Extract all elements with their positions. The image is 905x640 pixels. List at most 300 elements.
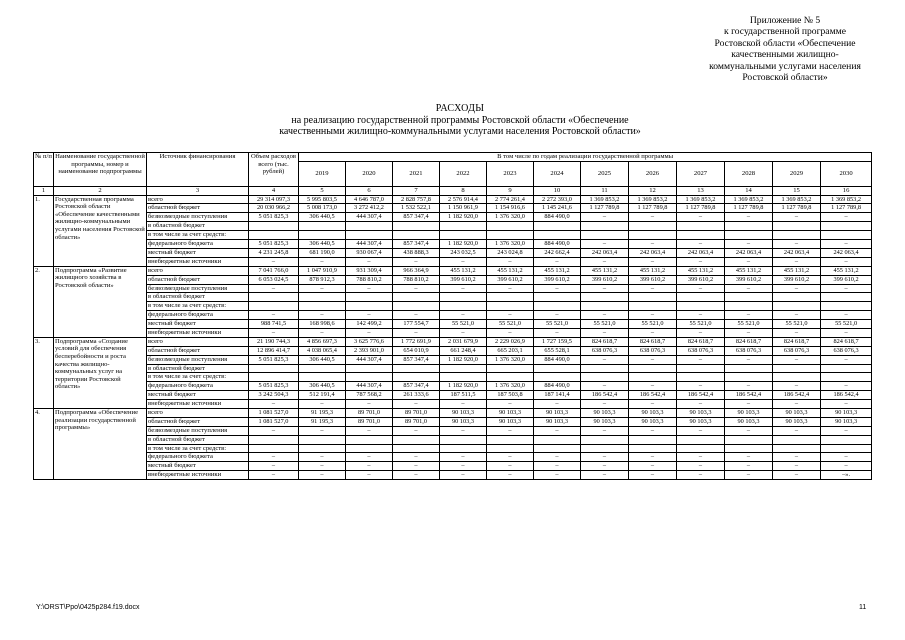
table-row	[34, 400, 872, 409]
year-value: –	[821, 284, 872, 293]
table-row	[34, 373, 872, 382]
year-value	[773, 302, 821, 311]
year-value: 1 182 920,0	[440, 213, 487, 222]
year-value: –	[393, 471, 440, 480]
table-row	[34, 382, 872, 391]
year-value	[677, 373, 725, 382]
year-value: 186 542,4	[725, 391, 773, 400]
year-value: –	[440, 328, 487, 337]
year-value: 90 103,3	[821, 408, 872, 417]
total-value: –	[249, 453, 299, 462]
table-row	[34, 222, 872, 231]
year-value: –	[773, 284, 821, 293]
appendix-block	[690, 15, 880, 83]
year-value: –	[299, 426, 346, 435]
year-value: 399 610,2	[821, 275, 872, 284]
year-value	[725, 373, 773, 382]
year-value: 4 856 697,3	[299, 337, 346, 346]
year-value: 824 618,7	[725, 337, 773, 346]
year-value: 90 103,3	[773, 408, 821, 417]
year-value: 857 347,4	[393, 213, 440, 222]
funding-source: местный бюджет	[147, 462, 249, 471]
year-value: 399 610,2	[725, 275, 773, 284]
year-value	[393, 373, 440, 382]
year-value: –	[677, 471, 725, 480]
year-value: –	[677, 257, 725, 266]
year-value: 399 610,2	[629, 275, 677, 284]
year-value: 90 103,3	[629, 408, 677, 417]
year-value: 242 063,4	[821, 248, 872, 257]
year-value: –	[440, 400, 487, 409]
column-number-row	[34, 186, 872, 195]
year-value: –	[346, 471, 393, 480]
year-value: 187 141,4	[534, 391, 581, 400]
header-name: Наименование государственной программы, номер и наименование подпрограммы	[54, 153, 147, 187]
year-value	[487, 373, 534, 382]
year-value: –	[346, 257, 393, 266]
year-value: 444 307,4	[346, 213, 393, 222]
year-value: 857 347,4	[393, 382, 440, 391]
year-value: –	[581, 453, 629, 462]
year-value	[534, 444, 581, 453]
year-header: 2020	[346, 161, 393, 186]
year-value	[725, 444, 773, 453]
year-value: 1 369 853,2	[629, 195, 677, 204]
year-value: –	[534, 257, 581, 266]
year-value: –	[346, 426, 393, 435]
total-value: 5 051 825,3	[249, 382, 299, 391]
total-value: 5 051 825,3	[249, 240, 299, 249]
year-value	[299, 444, 346, 453]
year-value: –	[677, 462, 725, 471]
table-row	[34, 240, 872, 249]
year-value: 638 076,3	[773, 346, 821, 355]
year-value: 4 038 065,4	[299, 346, 346, 355]
year-value: –	[725, 382, 773, 391]
year-value: 55 521,0	[629, 320, 677, 329]
year-value	[677, 302, 725, 311]
year-value: –	[725, 426, 773, 435]
year-value: 90 103,3	[581, 408, 629, 417]
total-value: 3 242 504,3	[249, 391, 299, 400]
year-value: –	[299, 257, 346, 266]
year-value: –	[677, 382, 725, 391]
year-header: 2029	[773, 161, 821, 186]
year-value: 455 131,2	[773, 266, 821, 275]
year-value	[821, 293, 872, 302]
year-value: –	[725, 240, 773, 249]
year-value: 455 131,2	[581, 266, 629, 275]
column-number: 1	[34, 186, 54, 195]
year-value: –	[346, 284, 393, 293]
year-value: 306 440,5	[299, 240, 346, 249]
year-value: –	[534, 400, 581, 409]
year-value: –	[393, 328, 440, 337]
year-value: –	[725, 311, 773, 320]
funding-source: в том числе за счет средств:	[147, 373, 249, 382]
year-value: –	[487, 426, 534, 435]
year-value: 638 076,3	[629, 346, 677, 355]
year-value: –	[393, 462, 440, 471]
year-value	[440, 293, 487, 302]
year-value: –	[821, 426, 872, 435]
year-value: –	[773, 355, 821, 364]
year-value	[581, 364, 629, 373]
year-value	[534, 302, 581, 311]
year-value	[299, 364, 346, 373]
funding-source: безвозмездные поступления	[147, 284, 249, 293]
year-value	[534, 435, 581, 444]
year-value: –	[629, 471, 677, 480]
total-value	[249, 364, 299, 373]
year-value: 2 393 901,0	[346, 346, 393, 355]
funding-source: всего	[147, 266, 249, 275]
year-header: 2030	[821, 161, 872, 186]
funding-source: в том числе за счет средств:	[147, 444, 249, 453]
funding-source: безвозмездные поступления	[147, 355, 249, 364]
total-value: 29 314 097,3	[249, 195, 299, 204]
year-value: –	[534, 471, 581, 480]
year-value: 90 103,3	[821, 417, 872, 426]
year-value: –	[677, 355, 725, 364]
year-value: –	[299, 311, 346, 320]
total-value	[249, 373, 299, 382]
funding-source: в областной бюджет	[147, 364, 249, 373]
year-value: 878 912,3	[299, 275, 346, 284]
total-value: 4 231 245,8	[249, 248, 299, 257]
year-value: –	[725, 328, 773, 337]
table-row	[34, 320, 872, 329]
year-value: –	[773, 328, 821, 337]
program-name: Подпрограмма «Развитие жилищного хозяйства в Ростовской области»	[54, 266, 147, 337]
year-value	[821, 435, 872, 444]
year-value: 884 490,0	[534, 382, 581, 391]
year-value	[487, 222, 534, 231]
year-value: –	[677, 213, 725, 222]
year-value	[393, 444, 440, 453]
year-value: 638 076,3	[677, 346, 725, 355]
year-value: –	[534, 284, 581, 293]
table-row	[34, 435, 872, 444]
year-value	[725, 302, 773, 311]
year-header: 2025	[581, 161, 629, 186]
year-value: 1 772 691,9	[393, 337, 440, 346]
year-value: 243 024,8	[487, 248, 534, 257]
year-value: 55 521,0	[487, 320, 534, 329]
column-number: 3	[147, 186, 249, 195]
year-value: 2 229 026,9	[487, 337, 534, 346]
total-value: 1 081 527,0	[249, 417, 299, 426]
total-value: –	[249, 257, 299, 266]
year-value: –	[393, 453, 440, 462]
year-value: 186 542,4	[773, 391, 821, 400]
appendix-line: качественными жилищно-	[731, 49, 839, 61]
year-value: –	[773, 257, 821, 266]
appendix-line: коммунальными услугами населения	[709, 60, 861, 72]
total-value	[249, 231, 299, 240]
year-value	[299, 302, 346, 311]
year-value: 788 810,2	[346, 275, 393, 284]
year-value: –	[581, 426, 629, 435]
year-value: 90 103,3	[629, 417, 677, 426]
funding-source: в том числе за счет средств:	[147, 302, 249, 311]
year-value: –	[581, 328, 629, 337]
year-value	[581, 293, 629, 302]
row-number: 4.	[34, 408, 54, 479]
column-number: 16	[821, 186, 872, 195]
year-value: 1 376 320,0	[487, 382, 534, 391]
year-value: –	[821, 213, 872, 222]
year-value	[629, 231, 677, 240]
funding-source: в областной бюджет	[147, 293, 249, 302]
header-num: № п/п	[34, 153, 54, 187]
year-value	[346, 373, 393, 382]
funding-source: безвозмездные поступления	[147, 213, 249, 222]
total-value	[249, 302, 299, 311]
year-header: 2021	[393, 161, 440, 186]
year-value: 2 272 393,0	[534, 195, 581, 204]
total-value: 1 081 527,0	[249, 408, 299, 417]
table-row	[34, 213, 872, 222]
year-value: 654 010,9	[393, 346, 440, 355]
year-value: 142 499,2	[346, 320, 393, 329]
year-value: –	[629, 355, 677, 364]
year-value: 90 103,3	[725, 417, 773, 426]
year-value: 455 131,2	[629, 266, 677, 275]
year-value: 90 103,3	[534, 417, 581, 426]
total-value	[249, 293, 299, 302]
table-row	[34, 275, 872, 284]
total-value: –	[249, 400, 299, 409]
year-value	[299, 222, 346, 231]
funding-source: федерального бюджета	[147, 240, 249, 249]
year-value: –	[581, 284, 629, 293]
table-row	[34, 444, 872, 453]
year-header: 2022	[440, 161, 487, 186]
year-value: –	[346, 400, 393, 409]
funding-source: внебюджетные источники	[147, 257, 249, 266]
year-value: –	[346, 311, 393, 320]
year-value	[440, 373, 487, 382]
year-value	[725, 364, 773, 373]
year-value: –	[773, 400, 821, 409]
year-value: –	[725, 257, 773, 266]
year-value	[440, 231, 487, 240]
year-value: 1 182 920,0	[440, 355, 487, 364]
total-value	[249, 444, 299, 453]
year-value: –	[581, 382, 629, 391]
table-row	[34, 337, 872, 346]
year-value	[487, 302, 534, 311]
year-value	[440, 364, 487, 373]
year-value: 5 995 803,5	[299, 195, 346, 204]
year-value: 1 127 789,8	[629, 204, 677, 213]
year-value: 55 521,0	[581, 320, 629, 329]
year-value: –	[346, 462, 393, 471]
year-value: –	[487, 400, 534, 409]
year-value: –	[440, 462, 487, 471]
table-row	[34, 417, 872, 426]
year-value: 90 103,3	[534, 408, 581, 417]
header-by-years: В том числе по годам реализации государственной программы	[299, 153, 872, 162]
year-value: –	[677, 328, 725, 337]
year-value: 444 307,4	[346, 382, 393, 391]
year-value: 399 610,2	[677, 275, 725, 284]
appendix-line: Ростовской области «Обеспечение	[714, 37, 856, 49]
year-value	[629, 302, 677, 311]
year-value: –	[581, 311, 629, 320]
year-value: 455 131,2	[440, 266, 487, 275]
year-value: 788 810,2	[393, 275, 440, 284]
year-value	[393, 302, 440, 311]
total-value	[249, 222, 299, 231]
year-value: 1 376 320,0	[487, 213, 534, 222]
year-value: –	[299, 453, 346, 462]
year-value	[393, 222, 440, 231]
year-value	[299, 373, 346, 382]
table-row	[34, 204, 872, 213]
table-row	[34, 328, 872, 337]
year-value: 1 127 789,8	[581, 204, 629, 213]
year-value: 2 031 679,9	[440, 337, 487, 346]
year-value	[581, 444, 629, 453]
total-value: 12 896 414,7	[249, 346, 299, 355]
year-value: 1 154 916,6	[487, 204, 534, 213]
year-value: 1 127 789,8	[725, 204, 773, 213]
table-row	[34, 346, 872, 355]
year-value: –	[725, 284, 773, 293]
year-value: 177 554,7	[393, 320, 440, 329]
table-body	[34, 195, 872, 480]
year-value: –	[581, 400, 629, 409]
year-value: 665 203,1	[487, 346, 534, 355]
year-value: –	[487, 471, 534, 480]
footer-page-number: 11	[859, 604, 867, 611]
year-value: 242 063,4	[629, 248, 677, 257]
table-row	[34, 231, 872, 240]
year-value: 1 150 961,9	[440, 204, 487, 213]
year-value: –	[773, 311, 821, 320]
year-value	[346, 293, 393, 302]
year-value: 1 376 320,0	[487, 355, 534, 364]
program-name: Подпрограмма «Обеспечение реализации государственной программы»	[54, 408, 147, 479]
table-row	[34, 471, 872, 480]
year-value	[821, 364, 872, 373]
column-number: 2	[54, 186, 147, 195]
year-value: 1 145 241,6	[534, 204, 581, 213]
document-subtitle-line-2: качественными жилищно-коммунальными услугами населения Ростовской области»	[279, 126, 641, 138]
column-number: 8	[440, 186, 487, 195]
year-value: –	[821, 382, 872, 391]
funding-source: федерального бюджета	[147, 311, 249, 320]
table-row	[34, 293, 872, 302]
year-header: 2019	[299, 161, 346, 186]
year-value	[487, 435, 534, 444]
year-value: 638 076,3	[581, 346, 629, 355]
year-value: –	[773, 240, 821, 249]
year-value: –	[581, 355, 629, 364]
row-number: 3.	[34, 337, 54, 408]
year-value: –	[773, 426, 821, 435]
table-row	[34, 284, 872, 293]
funding-source: всего	[147, 408, 249, 417]
year-value	[821, 302, 872, 311]
table-row	[34, 453, 872, 462]
year-value: –	[677, 240, 725, 249]
year-value: 90 103,3	[677, 417, 725, 426]
year-value	[629, 435, 677, 444]
year-value: –	[487, 284, 534, 293]
year-value: 2 576 914,4	[440, 195, 487, 204]
year-value	[629, 293, 677, 302]
year-value: 1 127 789,8	[773, 204, 821, 213]
year-value	[299, 293, 346, 302]
appendix-line: к государственной программе	[724, 26, 846, 38]
document-subtitle-line-1: на реализацию государственной программы Ростовской области «Обеспечение	[291, 114, 629, 126]
year-value: 444 307,4	[346, 355, 393, 364]
year-value	[773, 444, 821, 453]
year-value: 1 532 522,1	[393, 204, 440, 213]
year-value: –	[629, 311, 677, 320]
year-value	[346, 302, 393, 311]
appendix-line: Приложение № 5	[749, 15, 821, 26]
year-value: 399 610,2	[534, 275, 581, 284]
funding-source: федерального бюджета	[147, 453, 249, 462]
year-value: 90 103,3	[773, 417, 821, 426]
year-value	[440, 435, 487, 444]
year-value: 824 618,7	[581, 337, 629, 346]
year-value: 187 503,8	[487, 391, 534, 400]
column-number: 14	[725, 186, 773, 195]
year-value	[725, 435, 773, 444]
year-value: 55 521,0	[677, 320, 725, 329]
year-value: 931 309,4	[346, 266, 393, 275]
year-value: –	[773, 213, 821, 222]
row-number: 1.	[34, 195, 54, 266]
header-source: Источник финансирования	[147, 153, 249, 187]
total-value: 21 190 744,3	[249, 337, 299, 346]
year-value: –	[299, 462, 346, 471]
column-number: 7	[393, 186, 440, 195]
total-value	[249, 435, 299, 444]
column-number: 15	[773, 186, 821, 195]
year-value: 1 369 853,2	[725, 195, 773, 204]
year-value: –	[440, 426, 487, 435]
year-value	[534, 231, 581, 240]
column-number: 10	[534, 186, 581, 195]
year-value	[821, 231, 872, 240]
year-value: –	[440, 453, 487, 462]
year-value	[346, 444, 393, 453]
year-value: 306 440,5	[299, 382, 346, 391]
year-value: –	[629, 257, 677, 266]
year-value: 824 618,7	[773, 337, 821, 346]
year-value: 930 067,4	[346, 248, 393, 257]
year-value: 55 521,0	[440, 320, 487, 329]
year-value	[440, 222, 487, 231]
year-value: –	[393, 311, 440, 320]
funding-source: внебюджетные источники	[147, 328, 249, 337]
year-value: 681 190,0	[299, 248, 346, 257]
year-value: 399 610,2	[581, 275, 629, 284]
year-value	[821, 222, 872, 231]
total-value: 988 741,5	[249, 320, 299, 329]
year-value	[773, 222, 821, 231]
funding-source: в областной бюджет	[147, 222, 249, 231]
year-value: –	[534, 453, 581, 462]
funding-source: областной бюджет	[147, 275, 249, 284]
year-value	[725, 231, 773, 240]
